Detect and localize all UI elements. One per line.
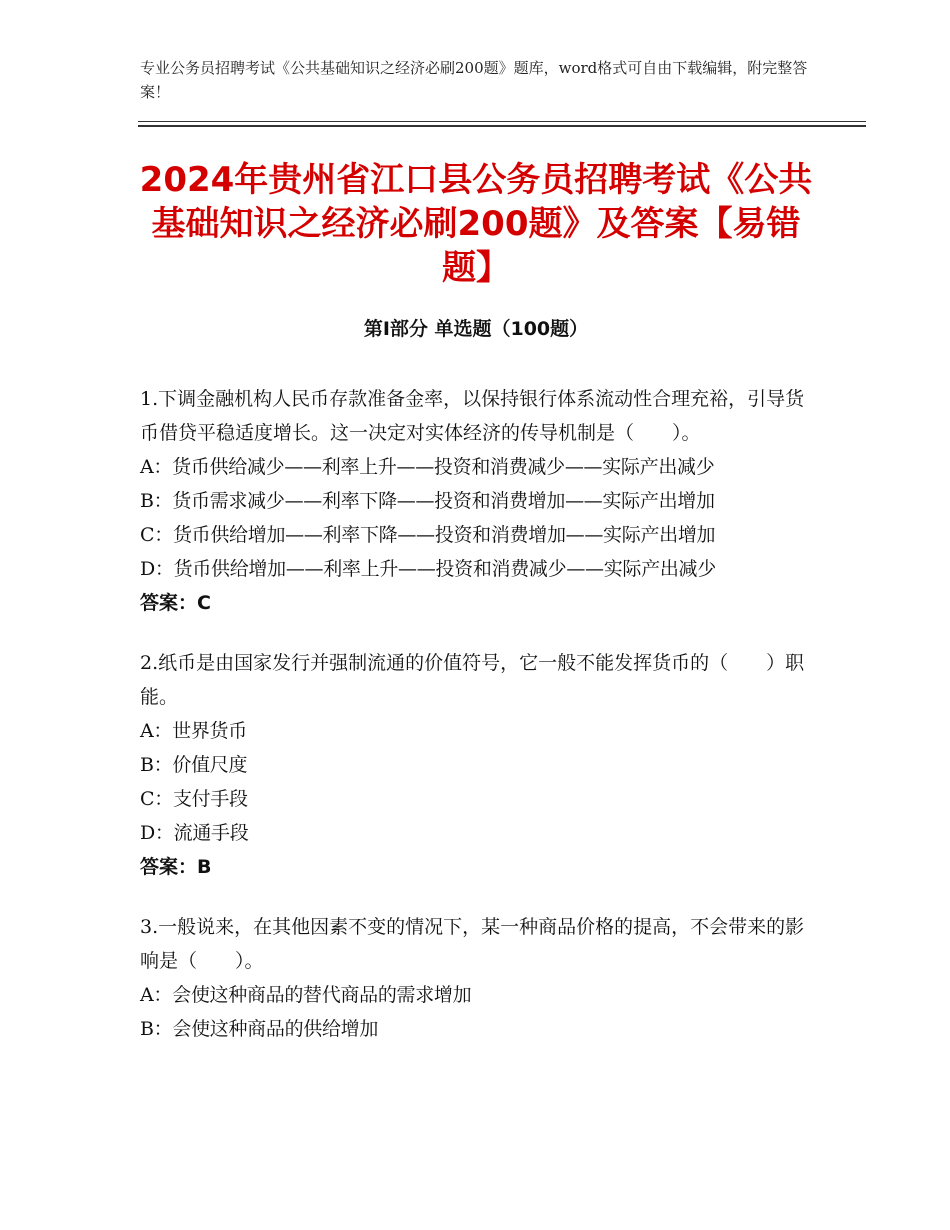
answer: 答案：B [140,856,212,878]
option-b: B：价值尺度 [140,754,248,776]
header-divider-thick [138,125,866,127]
document-title: 2024年贵州省江口县公务员招聘考试《公共基础知识之经济必刷200题》及答案【易错题】 [139,160,813,288]
answer: 答案：C [140,592,211,614]
question-stem: 3.一般说来，在其他因素不变的情况下，某一种商品价格的提高，不会带来的影响是（ ）。 [140,916,805,972]
question-stem: 2.纸币是由国家发行并强制流通的价值符号，它一般不能发挥货币的（ ）职能。 [140,652,805,708]
header-note: 专业公务员招聘考试《公共基础知识之经济必刷200题》题库，word格式可自由下载编辑，附完整答案！ [140,59,808,101]
option-a: A：世界货币 [140,720,247,742]
option-a: A：货币供给减少——利率上升——投资和消费减少——实际产出减少 [140,456,715,478]
question-3 [140,910,808,1046]
question-list [140,382,808,1072]
option-d: D：货币供给增加——利率上升——投资和消费减少——实际产出减少 [140,558,716,580]
question-1 [140,382,808,620]
option-b: B：货币需求减少——利率下降——投资和消费增加——实际产出增加 [140,490,715,512]
option-d: D：流通手段 [140,822,249,844]
section-title: 第Ⅰ部分 单选题（100题） [363,318,589,340]
option-b: B：会使这种商品的供给增加 [140,1018,379,1040]
question-stem: 1.下调金融机构人民币存款准备金率，以保持银行体系流动性合理充裕，引导货币借贷平稳适度增长。这一决定对实体经济的传导机制是（ ）。 [140,388,805,444]
question-2 [140,646,808,884]
option-c: C：货币供给增加——利率下降——投资和消费增加——实际产出增加 [140,524,716,546]
option-a: A：会使这种商品的替代商品的需求增加 [140,984,472,1006]
option-c: C：支付手段 [140,788,248,810]
header-divider-thin [138,121,866,122]
